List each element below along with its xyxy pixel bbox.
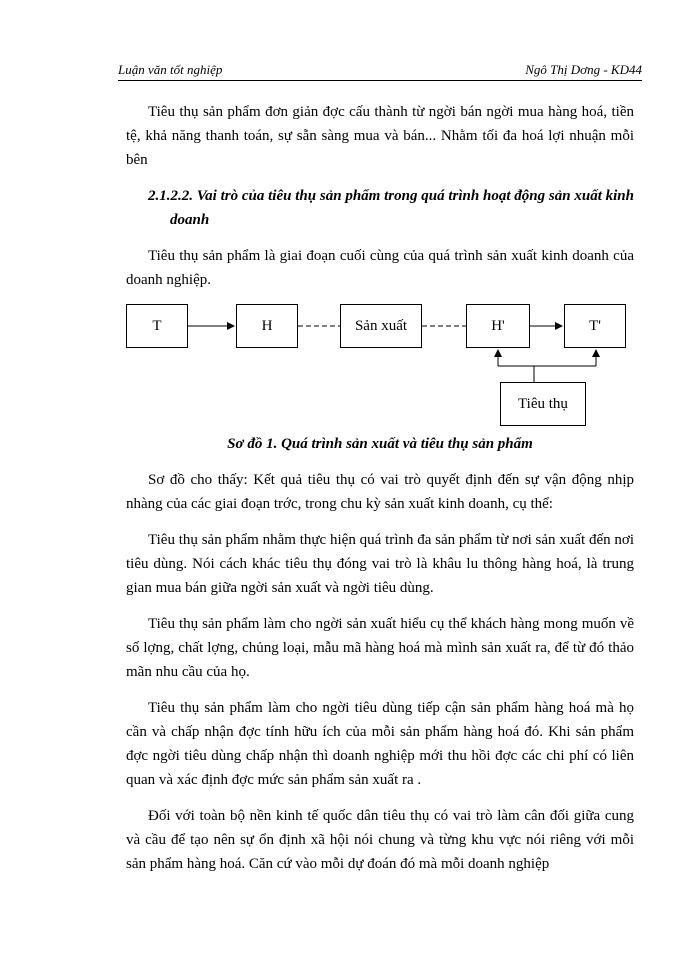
node-h-prime: H' bbox=[466, 304, 530, 348]
node-t: T bbox=[126, 304, 188, 348]
diagram-caption: Sơ đồ 1. Quá trình sản xuất và tiêu thụ sản phẩm bbox=[227, 436, 533, 452]
node-tieu-thu: Tiêu thụ bbox=[500, 382, 586, 426]
section-heading: 2.1.2.2. Vai trò của tiêu thụ sản phẩm trong quá trình hoạt động sản xuất kinh doanh bbox=[148, 188, 634, 228]
paragraph-producer: Tiêu thụ sản phẩm làm cho ngời sản xuất hiểu cụ thể khách hàng mong muốn về số lợng, chất lợng, chủng loại, mẫu mã hàng hoá mà mình sản xuất ra, để từ đó thảo mãn nhu cầu của họ. bbox=[126, 616, 634, 680]
paragraph-intro: Tiêu thụ sản phẩm đơn giản đợc cấu thành từ ngời bán ngời mua hàng hoá, tiền tệ, khả năng thanh toán, sự sẵn sàng mua và bán... Nhằm tối đa hoá lợi nhuận mỗi bên bbox=[126, 104, 634, 168]
node-h: H bbox=[236, 304, 298, 348]
node-san-xuat: Sản xuất bbox=[340, 304, 422, 348]
node-t-prime: T' bbox=[564, 304, 626, 348]
header-thesis-title: Luận văn tốt nghiệp bbox=[118, 62, 223, 77]
paragraph-stage: Tiêu thụ sản phẩm là giai đoạn cuối cùng của quá trình sản xuất kinh doanh của doanh nghiệp. bbox=[126, 248, 634, 288]
paragraph-economy: Đối với toàn bộ nền kinh tế quốc dân tiêu thụ có vai trò làm cân đối giữa cung và cầu để tạo nên sự ổn định xã hội nói chung và từng khu vực nói riêng với mỗi sản phẩm hàng hoá. Căn cứ vào mỗi dự đoán đó mà mỗi doanh nghiệp bbox=[126, 808, 634, 872]
header-divider bbox=[118, 80, 642, 81]
page-header bbox=[118, 58, 642, 78]
paragraph-consumer: Tiêu thụ sản phẩm làm cho ngời tiêu dùng tiếp cận sản phẩm hàng hoá mà họ cần và chấp nhận đợc tính hữu ích của mỗi sản phẩm hàng hoá đó. Khi sản phẩm đợc ngời tiêu dùng chấp nhận thì doanh nghiệp mới thu hồi đợc các chi phí có liên quan và xác định đợc mức sản phẩm sản xuất ra . bbox=[126, 700, 634, 788]
header-author: Ngô Thị Dơng - KD44 bbox=[525, 62, 642, 77]
paragraph-distribution: Tiêu thụ sản phẩm nhằm thực hiện quá trình đa sản phẩm từ nơi sản xuất đến nơi tiêu dùng. Nói cách khác tiêu thụ đóng vai trò là khâu lu thông hàng hoá, là trung gian mua bán giữa ngời sản xuất và ngời tiêu dùng. bbox=[126, 532, 634, 596]
paragraph-diagram-shows: Sơ đồ cho thấy: Kết quả tiêu thụ có vai trò quyết định đến sự vận động nhịp nhàng của các giai đoạn trớc, trong chu kỳ sản xuất kinh doanh, cụ thể: bbox=[126, 472, 634, 512]
process-diagram bbox=[126, 304, 634, 426]
page-content bbox=[126, 100, 634, 888]
